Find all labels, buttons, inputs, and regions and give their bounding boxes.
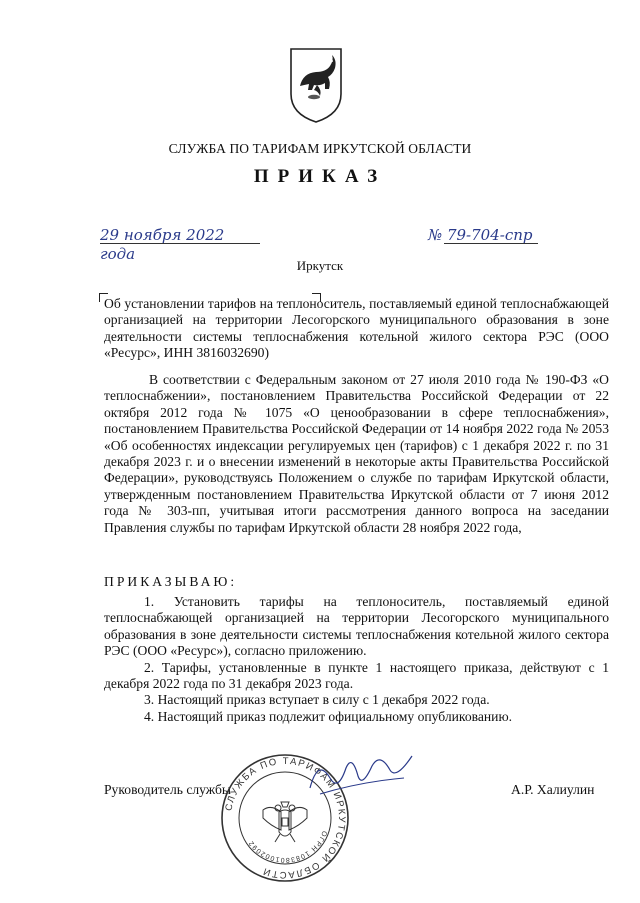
organization-name: СЛУЖБА ПО ТАРИФАМ ИРКУТСКОЙ ОБЛАСТИ [168, 141, 472, 156]
svg-text:ОГРН 1083801002092: ОГРН 1083801002092 [247, 829, 328, 864]
document-title: ПРИКАЗ [253, 166, 387, 187]
signatory-position: Руководитель службы [104, 782, 232, 797]
handwritten-date: 29 ноября 2022 года [100, 226, 225, 263]
svg-text:СЛУЖБА ПО ТАРИФАМ ИРКУТСКОЙ ОБ: СЛУЖБА ПО ТАРИФАМ ИРКУТСКОЙ ОБЛАСТИ [223, 755, 348, 881]
order-item: 3. Настоящий приказ вступает в силу с 1 декабря 2022 года. [144, 692, 490, 708]
coat-of-arms-emblem [287, 46, 345, 124]
order-item: 4. Настоящий приказ подлежит официальному опубликованию. [144, 708, 512, 724]
preamble-text: В соответствии с Федеральным законом от 27 июля 2010 года № 190-ФЗ «О теплоснабжении», постановлением Правительства Российской Федерации от 22 октября 2012 года № 1075 «О ценообразовании в сфере теплоснабжения», постановлением Правительства Российской Федерации от 14 ноября 2022 года № 2053 «Об особенностях индексации регулируемых цен (тарифов) с 1 декабря 2022 г. по 31 декабря 2023 г. и о внесении изменений в некоторые акты Правительства Российской Федерации», руководствуясь Положением о службе по тарифам Иркутской области, утвержденным постановлением Правительства Иркутской области от 7 июня 2012 года № 303-пп, учитывая итоги рассмотрения данного вопроса на заседании Правления службы по тарифам Иркутской области 28 ноября 2022 года, [104, 372, 609, 535]
handwritten-signature [300, 748, 420, 804]
preamble [104, 372, 609, 536]
order-subject: Об установлении тарифов на теплоноситель, поставляемый единой теплоснабжающей организацией на территории Лесогорского муниципального образования в зоне деятельности системы теплоснабжения котельной жилого сектора РЭС (ООО «Ресурс», ИНН 3816032690) [104, 296, 609, 361]
order-items [104, 594, 609, 725]
signatory-name: А.Р. Халиулин [511, 782, 595, 797]
order-item: 2. Тарифы, установленные в пункте 1 настоящего приказа, действуют с 1 декабря 2022 года по 31 декабря 2023 года. [104, 659, 609, 692]
order-item: 1. Установить тарифы на теплоноситель, поставляемый единой теплоснабжающей организацией на территории Лесогорского муниципального образования в зоне деятельности системы теплоснабжения котельной жилого сектора РЭС (ООО «Ресурс»), согласно приложению. [104, 594, 609, 659]
handwritten-number: № 79-704-спр [428, 226, 533, 244]
city-name: Иркутск [296, 258, 344, 273]
order-word: ПРИКАЗЫВАЮ: [104, 574, 238, 589]
order-number [428, 226, 538, 245]
